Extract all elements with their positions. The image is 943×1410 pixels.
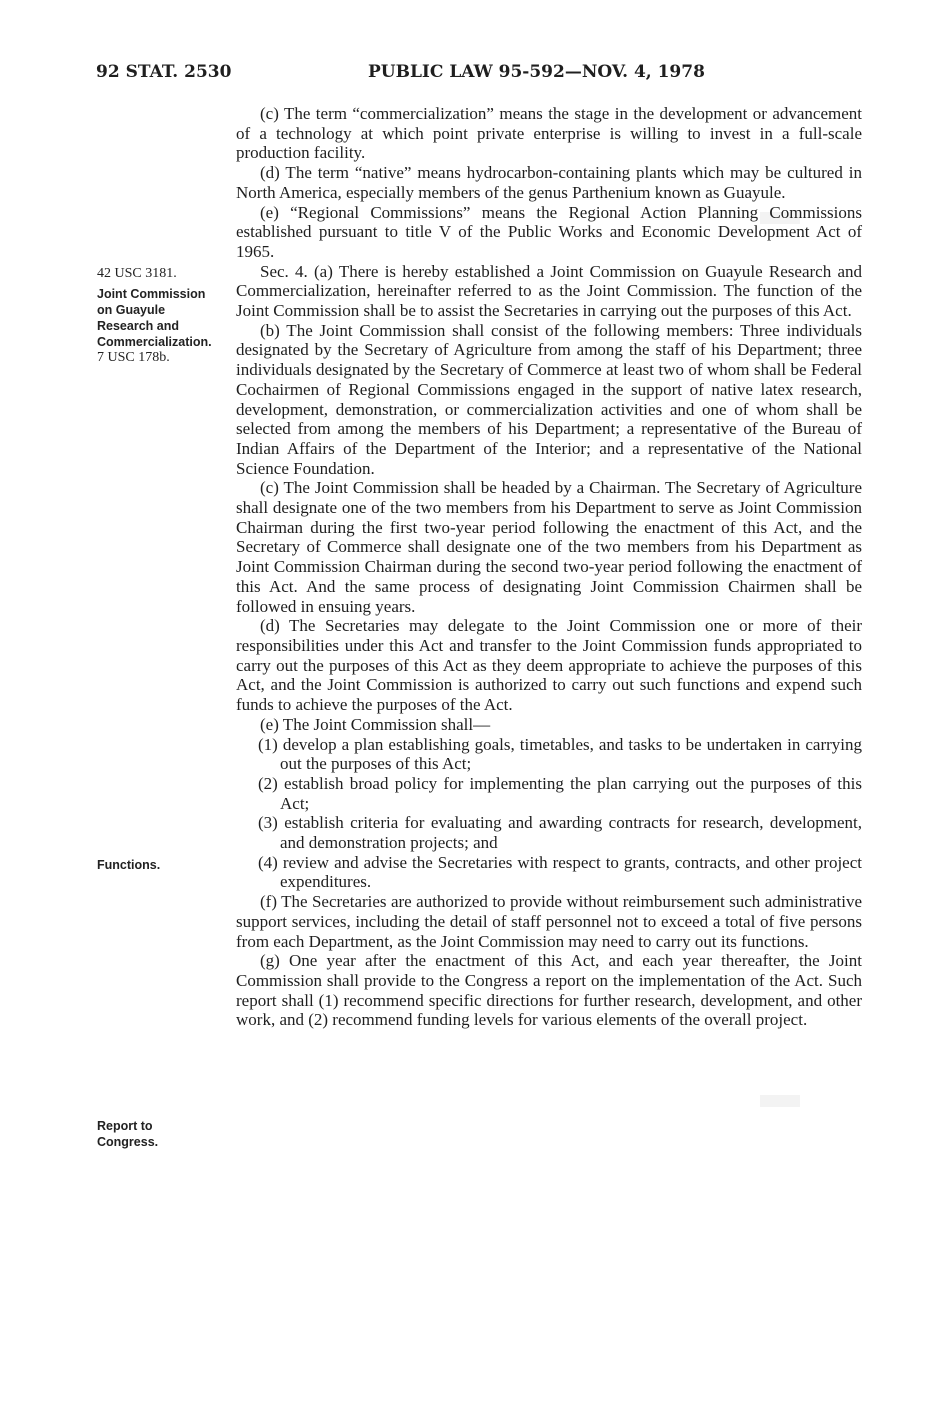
list-item: (4) review and advise the Secretaries with respect to grants, contracts, and other project expenditures. (258, 852, 862, 892)
margin-note-joint-commission: Joint Commission on Guayule Research and Commercialization. (97, 287, 212, 349)
paragraph-native-definition: (d) The term “native” means hydrocarbon-containing plants which may be cultured in North America, especially members of the genus Parthenium known as Guayule. (236, 163, 862, 202)
paragraph-sec4-d: (d) The Secretaries may delegate to the Joint Commission one or more of their responsibilities under this Act and transfer to the Joint Commission funds appropriated to carry out the purposes of this Act as they deem appropriate to achieve the purposes of this Act, and the Joint Commission is authorized to carry out such functions and expend such funds to achieve the purposes of the Act. (236, 616, 862, 715)
paragraph-sec4-e: (e) The Joint Commission shall— (260, 714, 491, 734)
bleed-through-mark (760, 1095, 800, 1107)
law-title: PUBLIC LAW 95-592—NOV. 4, 1978 (368, 62, 705, 82)
margin-note-functions: Functions. (97, 858, 161, 872)
paragraph-commercialization-definition: (c) The term “commercialization” means the stage in the development or advancement of a technology at which point private enterprise is willing to invest in a full-scale production facility. (236, 104, 862, 163)
statute-body (236, 104, 862, 1030)
paragraph-sec4-g: (g) One year after the enactment of this Act, and each year thereafter, the Joint Commission shall provide to the Congress a report on the implementation of the Act. Such report shall (1) recommend specific directions for further research, development, and other work, and (2) recommend funding levels for various elements of the overall project. (236, 951, 862, 1030)
paragraph-sec4-a: Sec. 4. (a) There is hereby established a Joint Commission on Guayule Research and Commercialization, hereinafter referred to as the Joint Commission. The function of the Joint Commission shall be to assist the Secretaries in carrying out the purposes of this Act. (236, 261, 862, 321)
paragraph-sec4-c: (c) The Joint Commission shall be headed by a Chairman. The Secretary of Agriculture shall designate one of the two members from his Department to serve as Joint Commission Chairman during the first two-year period following the enactment of this Act, and the Secretary of Commerce shall designate one of the two members from his Department as Joint Commission Chairman during the second two-year period following the enactment of this Act. And the same process of designating Joint Commission Chairmen shall be followed in ensuing years. (236, 478, 862, 616)
stat-citation: 92 STAT. 2530 (96, 62, 232, 82)
margin-note-report-to-congress: Report to Congress. (97, 1119, 159, 1149)
paragraph-regional-commissions-definition: (e) “Regional Commissions” means the Regional Action Planning Commissions established pursuant to title V of the Public Works and Economic Development Act of 1965. (236, 202, 862, 261)
paragraph-sec4-f: (f) The Secretaries are authorized to provide without reimbursement such administrative support services, including the detail of staff personnel not to exceed a total of five persons from each Department, as the Joint Commission may need to carry out its functions. (236, 892, 862, 951)
paragraph-sec4-b: (b) The Joint Commission shall consist of the following members: Three individuals designated by the Secretary of Agriculture from among the staff of his Department; three individuals designated by the Secretary of Commerce at least two of whom shall be Federal Cochairmen of Regional Commissions engaged in the support of native latex research, development, demonstration, or commercialization activities and one of whom shall be selected from among the members of his Department; a representative of the Bureau of Indian Affairs of the Department of the Interior; and a representative of the National Science Foundation. (236, 320, 862, 478)
list-item: (2) establish broad policy for implementing the plan carrying out the purposes of this Act; (258, 773, 862, 813)
margin-note-42-usc-3181: 42 USC 3181. (97, 266, 177, 281)
page-header (96, 62, 856, 86)
list-item: (3) establish criteria for evaluating and awarding contracts for research, development, and demonstration projects; and (258, 813, 862, 853)
margin-note-7-usc-178b: 7 USC 178b. (97, 350, 170, 365)
list-item: (1) develop a plan establishing goals, timetables, and tasks to be undertaken in carrying out the purposes of this Act; (258, 734, 862, 774)
